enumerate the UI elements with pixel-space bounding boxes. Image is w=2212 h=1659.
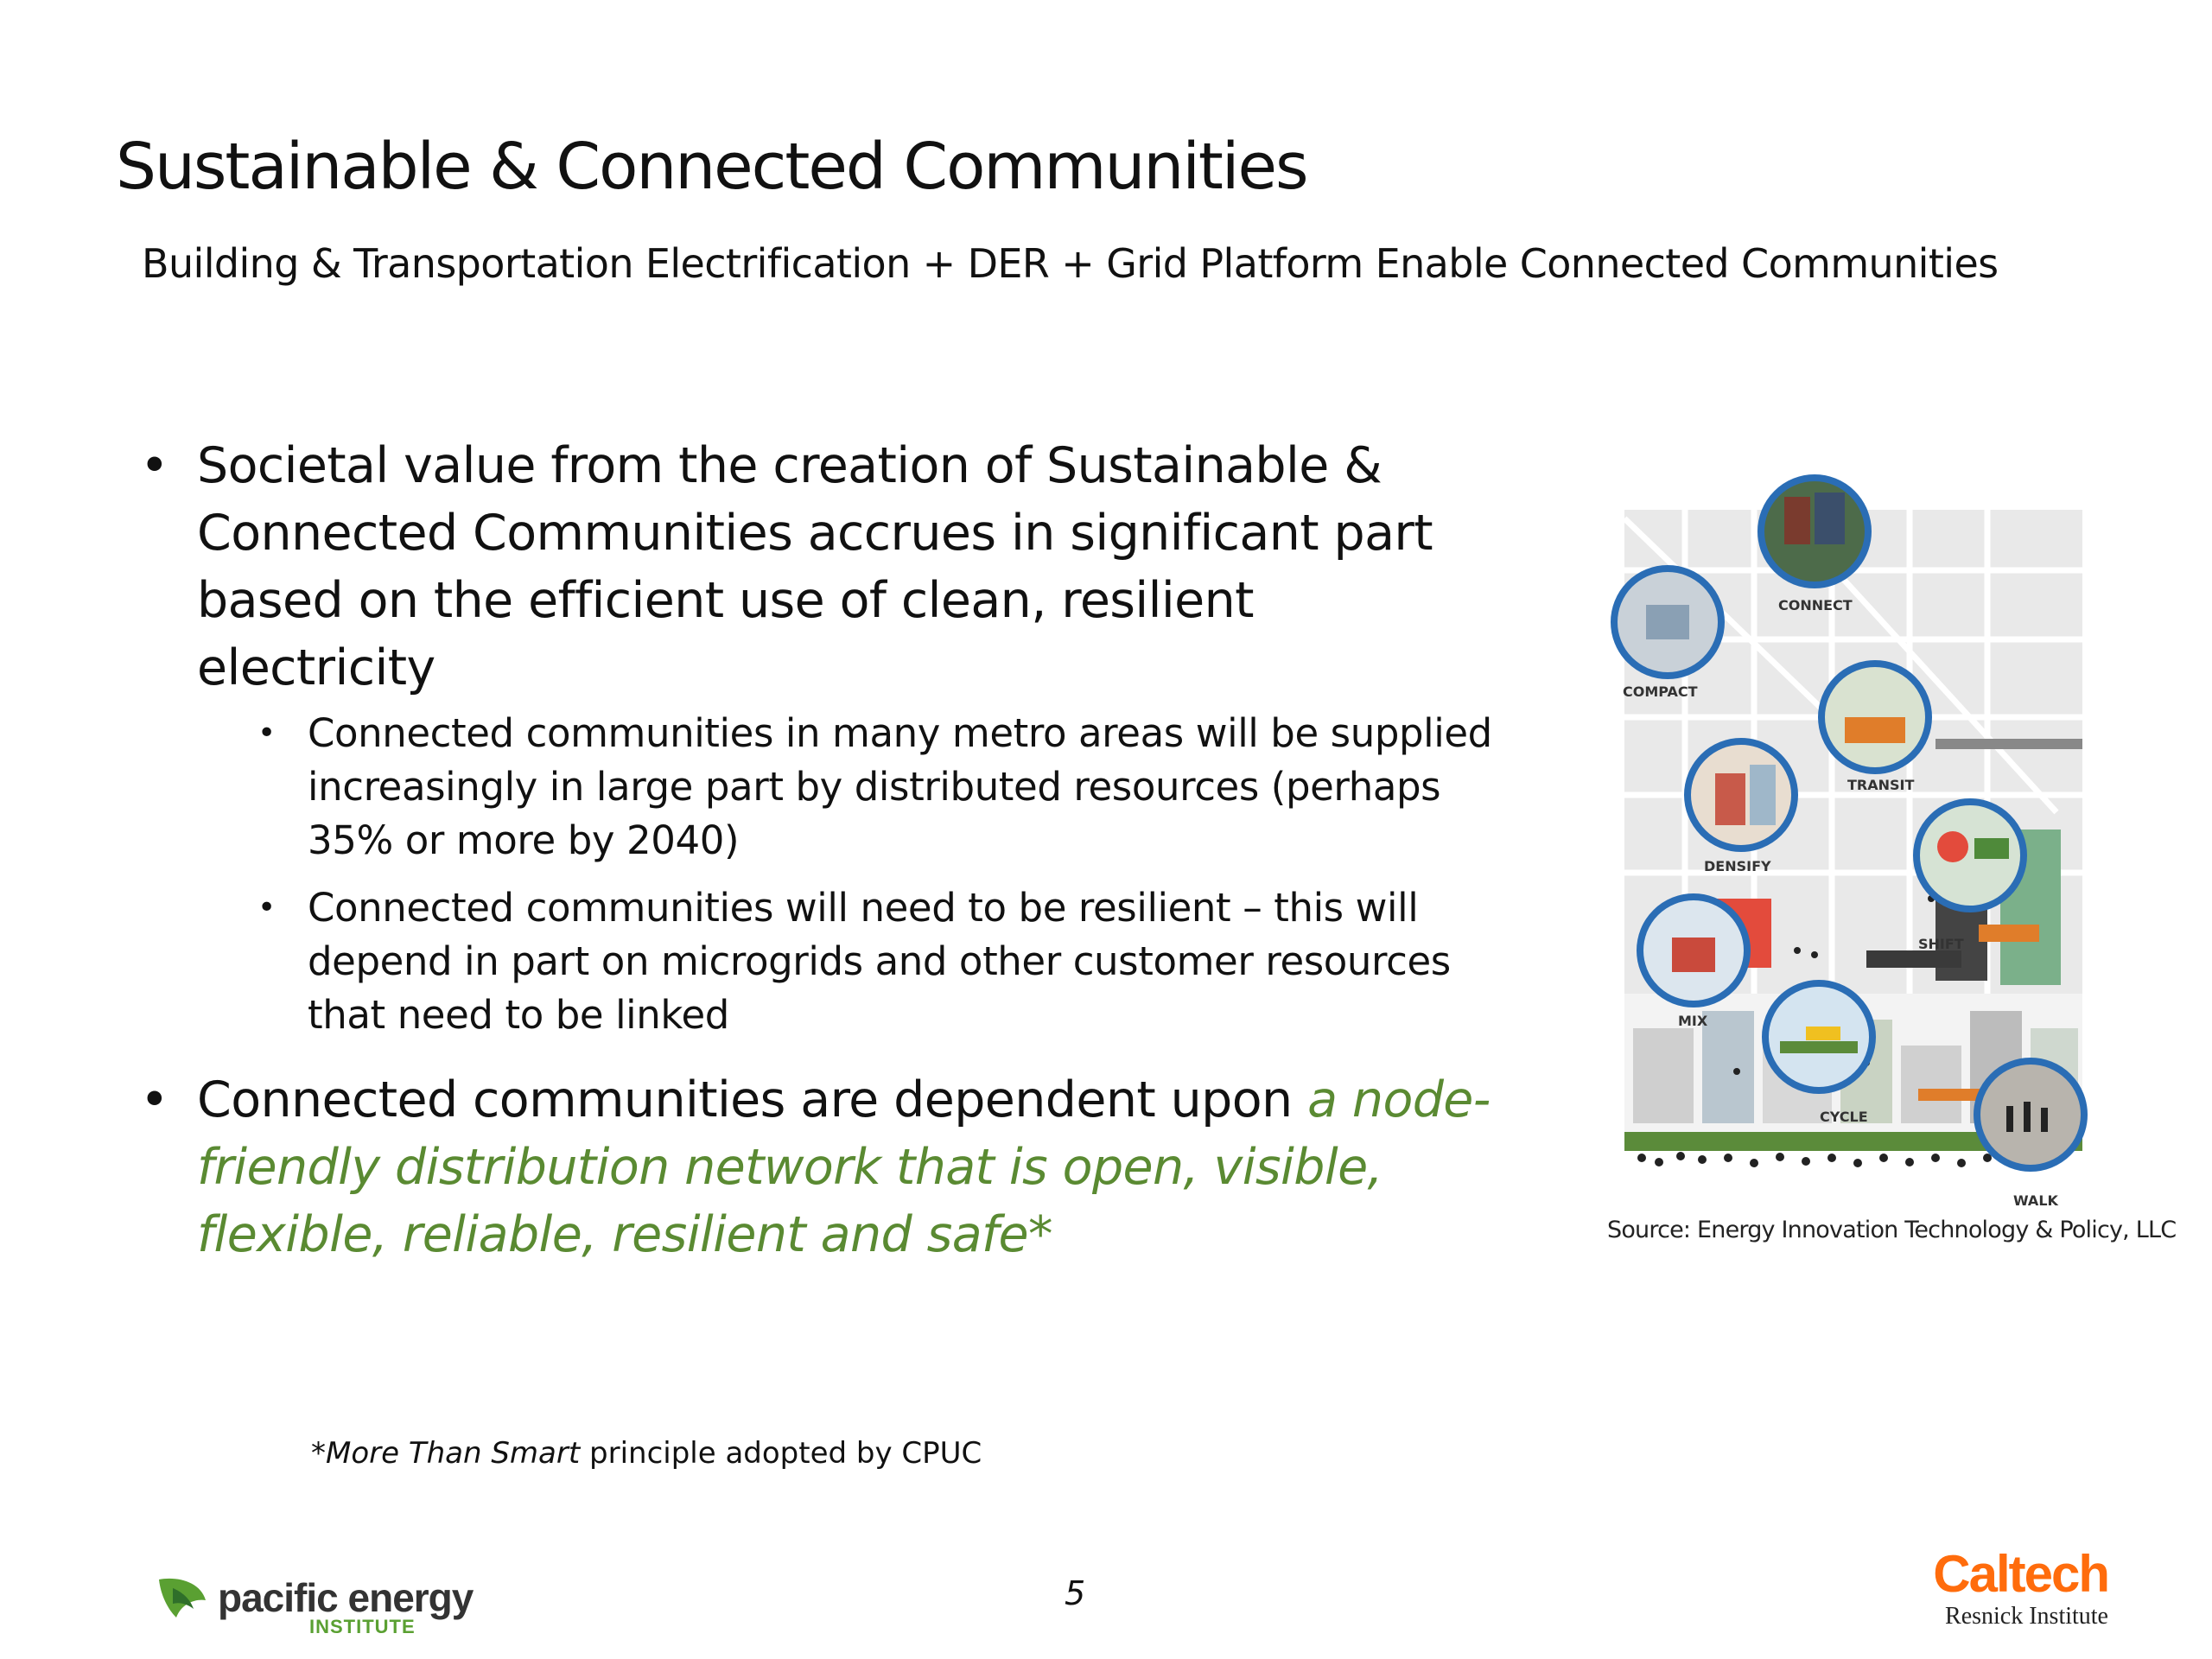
pei-name: pacific energy [218, 1575, 474, 1620]
bullet-main-1 [138, 432, 1503, 702]
sub-bullet-1-text: Connected communities in many metro areas will be supplied increasingly in large part by distributed resources (perhaps 35% or more by 2040) [308, 710, 1492, 863]
densify-circle [1688, 741, 1795, 849]
sub-bullet-2 [249, 881, 1503, 1042]
bullet-main-2-text: Connected communities are dependent upon [197, 1071, 1308, 1128]
connect-circle [1761, 478, 1868, 585]
compact-circle [1614, 569, 1721, 676]
leaf-icon [156, 1574, 211, 1623]
bullet-dot-icon: • [257, 890, 276, 925]
caltech-resnick-logo [1901, 1547, 2108, 1631]
label-walk: WALK [2013, 1192, 2058, 1209]
pacific-energy-institute-logo [156, 1571, 493, 1640]
bullet-dot-icon: • [140, 1071, 169, 1128]
cycle-circle [1765, 983, 1872, 1090]
label-mix: MIX [1678, 1013, 1708, 1029]
mix-circle [1640, 897, 1747, 1004]
caltech-sub: Resnick Institute [1945, 1603, 2108, 1630]
label-shift: SHIFT [1918, 936, 1964, 952]
walk-circle [1977, 1061, 2084, 1168]
shift-circle [1916, 802, 2024, 909]
bullet-dot-icon: • [257, 715, 276, 751]
sub-bullet-1 [249, 707, 1503, 868]
footnote-rest: principle adopted by CPUC [580, 1436, 982, 1471]
bullet-main-1-text: Societal value from the creation of Sustainable & Connected Communities accrues in significant part based on the efficient use of clean, resilient electricity [197, 437, 1433, 696]
footnote [311, 1436, 982, 1471]
bullet-main-2 [138, 1066, 1503, 1268]
connected-community-illustration [1607, 467, 2100, 1210]
sub-bullet-2-text: Connected communities will need to be resilient – this will depend in part on microgrids and other customer resources that need to be linked [308, 885, 1451, 1038]
pei-sub: INSTITUTE [309, 1616, 416, 1637]
label-densify: DENSIFY [1704, 858, 1771, 874]
caltech-name: Caltech [1933, 1545, 2108, 1603]
sub-bullet-list [249, 707, 1503, 1042]
bullet-dot-icon: • [140, 437, 169, 494]
slide-title: Sustainable & Connected Communities [116, 130, 1307, 204]
bullet-main-2-emphasis: a node-friendly distribution network that is open, visible, flexible, reliable, resilient and safe* [197, 1071, 1491, 1263]
slide-subtitle: Building & Transportation Electrification + DER + Grid Platform Enable Connected Communities [142, 240, 1999, 287]
illustration-source: Source: Energy Innovation Technology & Policy, LLC [1607, 1217, 2177, 1243]
label-connect: CONNECT [1778, 597, 1853, 613]
label-cycle: CYCLE [1820, 1109, 1868, 1125]
label-compact: COMPACT [1623, 683, 1698, 700]
footnote-emphasis: *More Than Smart [311, 1436, 581, 1471]
label-transit: TRANSIT [1847, 777, 1915, 793]
bullet-list [138, 432, 1503, 1268]
transit-circle [1821, 664, 1929, 771]
page-number: 5 [1065, 1574, 1086, 1612]
